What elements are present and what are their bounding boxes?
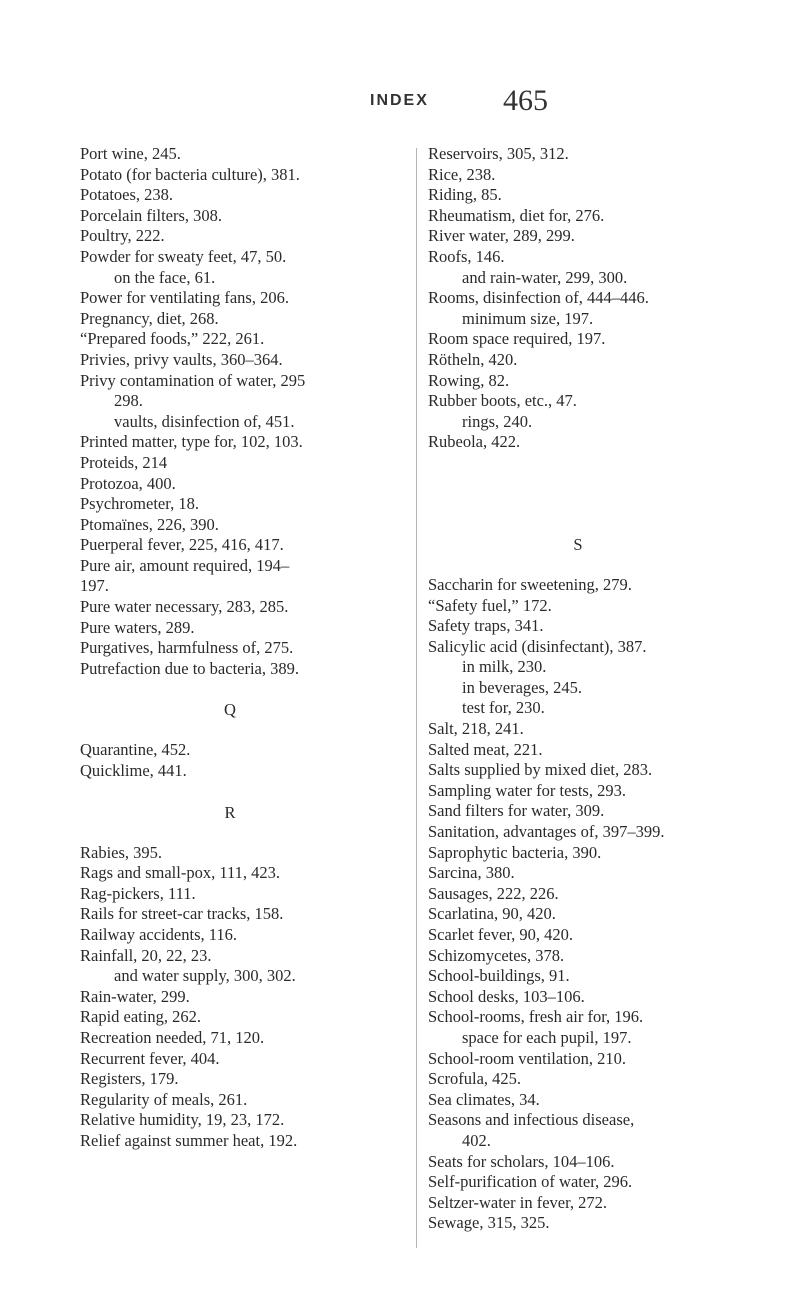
index-entry: Schizomycetes, 378. (428, 945, 565, 965)
index-entry: Recreation needed, 71, 120. (80, 1027, 265, 1047)
index-entry: Rails for street-car tracks, 158. (80, 904, 284, 924)
index-entry: Saprophytic bacteria, 390. (428, 842, 602, 862)
index-entry: Rapid eating, 262. (80, 1007, 201, 1027)
index-entry: Registers, 179. (80, 1069, 179, 1089)
index-column-right (428, 144, 768, 1234)
index-entry: Saccharin for sweetening, 279. (428, 574, 632, 594)
page-header (0, 84, 800, 122)
index-entry: Recurrent fever, 404. (80, 1048, 220, 1068)
index-subentry: and water supply, 300, 302. (114, 966, 296, 986)
index-entry: Printed matter, type for, 102, 103. (80, 432, 303, 452)
index-subentry: in beverages, 245. (462, 677, 583, 697)
index-entry: Privy contamination of water, 295 (80, 370, 306, 390)
index-entry: Rheumatism, diet for, 276. (428, 205, 605, 225)
index-entry: Power for ventilating fans, 206. (80, 288, 289, 308)
index-entry: Potatoes, 238. (80, 185, 174, 205)
index-entry: Rubber boots, etc., 47. (428, 391, 577, 411)
index-entry: Scrofula, 425. (428, 1069, 522, 1089)
index-subentry: minimum size, 197. (462, 308, 594, 328)
index-entry: Sand filters for water, 309. (428, 801, 605, 821)
index-entry: Sanitation, advantages of, 397–399. (428, 822, 665, 842)
index-entry: Salts supplied by mixed diet, 283. (428, 760, 653, 780)
index-entry: Sewage, 315, 325. (428, 1213, 550, 1233)
index-entry: Rag-pickers, 111. (80, 883, 196, 903)
index-entry: Privies, privy vaults, 360–364. (80, 349, 283, 369)
index-entry: River water, 289, 299. (428, 226, 575, 246)
index-entry: School-buildings, 91. (428, 966, 570, 986)
index-entry: Railway accidents, 116. (80, 925, 238, 944)
index-subentry: vaults, disinfection of, 451. (114, 411, 295, 431)
index-entry: Rainfall, 20, 22, 23. (80, 945, 212, 965)
index-subentry: in milk, 230. (462, 657, 547, 677)
index-entry: Puerperal fever, 225, 416, 417. (80, 535, 284, 555)
index-subentry: 298. (114, 391, 143, 411)
index-entry: Roofs, 146. (428, 246, 505, 266)
index-subentry: space for each pupil, 197. (462, 1027, 632, 1047)
index-column-left (80, 144, 410, 1152)
index-entry: Pure waters, 289. (80, 617, 195, 637)
section-letter: R (224, 802, 236, 822)
index-entry: Scarlet fever, 90, 420. (428, 925, 574, 944)
index-entry: Psychrometer, 18. (80, 494, 199, 514)
index-entry: Seltzer-water in fever, 272. (428, 1192, 608, 1212)
index-subentry: test for, 230. (462, 698, 545, 718)
spacer (428, 453, 768, 514)
section-letter: Q (224, 700, 236, 720)
index-entry: Relief against summer heat, 192. (80, 1130, 298, 1150)
section-letter: S (573, 534, 583, 554)
page-title: INDEX (370, 92, 429, 109)
index-entry: Riding, 85. (428, 185, 502, 205)
index-entry: Salicylic acid (disinfectant), 387. (428, 636, 647, 656)
index-entry: Seats for scholars, 104–106. (428, 1151, 615, 1171)
index-entry: Rice, 238. (428, 164, 496, 184)
index-entry: Purgatives, harmfulness of, 275. (80, 638, 294, 658)
index-entry: Salt, 218, 241. (428, 719, 524, 739)
index-entry: Scarlatina, 90, 420. (428, 904, 556, 924)
index-entry: Potato (for bacteria culture), 381. (80, 164, 300, 184)
index-entry: Quicklime, 441. (80, 761, 187, 781)
index-subentry: 402. (462, 1130, 491, 1150)
page-number: 465 (503, 84, 548, 117)
index-entry: Rain-water, 299. (80, 986, 190, 1006)
index-entry: Reservoirs, 305, 312. (428, 144, 569, 163)
index-entry: Relative humidity, 19, 23, 172. (80, 1110, 285, 1130)
index-entry: Rötheln, 420. (428, 349, 518, 369)
index-entry: Protozoa, 400. (80, 473, 176, 493)
index-entry: Port wine, 245. (80, 144, 181, 163)
index-entry: School-room ventilation, 210. (428, 1048, 626, 1068)
column-divider (416, 148, 417, 1248)
index-entry: Poultry, 222. (80, 226, 165, 246)
index-subentry: and rain-water, 299, 300. (462, 267, 628, 287)
index-entry: Sarcina, 380. (428, 863, 515, 883)
index-entry: Pure air, amount required, 194– (80, 555, 290, 575)
index-entry: “Safety fuel,” 172. (428, 595, 552, 615)
index-entry: Room space required, 197. (428, 329, 606, 349)
index-entry: Regularity of meals, 261. (80, 1089, 248, 1109)
index-entry: Porcelain filters, 308. (80, 205, 223, 225)
index-entry: Putrefaction due to bacteria, 389. (80, 658, 300, 678)
index-entry: Rabies, 395. (80, 842, 163, 862)
index-entry: Quarantine, 452. (80, 740, 191, 760)
index-entry: School-rooms, fresh air for, 196. (428, 1007, 644, 1027)
index-entry: “Prepared foods,” 222, 261. (80, 329, 265, 349)
index-entry: Salted meat, 221. (428, 739, 543, 759)
index-entry: Rowing, 82. (428, 370, 510, 390)
index-entry: Pregnancy, diet, 268. (80, 308, 219, 328)
index-entry: Pure water necessary, 283, 285. (80, 597, 289, 617)
index-entry: Self-purification of water, 296. (428, 1172, 633, 1192)
index-entry: Safety traps, 341. (428, 616, 544, 636)
index-entry: School desks, 103–106. (428, 986, 585, 1006)
index-entry: Rubeola, 422. (428, 432, 521, 452)
index-entry: Proteids, 214 (80, 452, 168, 472)
index-entry: Ptomaïnes, 226, 390. (80, 514, 219, 534)
index-subentry: rings, 240. (462, 411, 533, 431)
index-subentry: on the face, 61. (114, 267, 216, 287)
index-entry: Powder for sweaty feet, 47, 50. (80, 246, 287, 266)
index-entry: Sausages, 222, 226. (428, 883, 559, 903)
index-entry: 197. (80, 576, 109, 596)
index-entry: Rags and small-pox, 111, 423. (80, 863, 280, 883)
index-entry: Rooms, disinfection of, 444–446. (428, 288, 649, 308)
index-entry: Seasons and infectious disease, (428, 1110, 635, 1130)
index-entry: Sampling water for tests, 293. (428, 780, 626, 800)
index-entry: Sea climates, 34. (428, 1089, 540, 1109)
